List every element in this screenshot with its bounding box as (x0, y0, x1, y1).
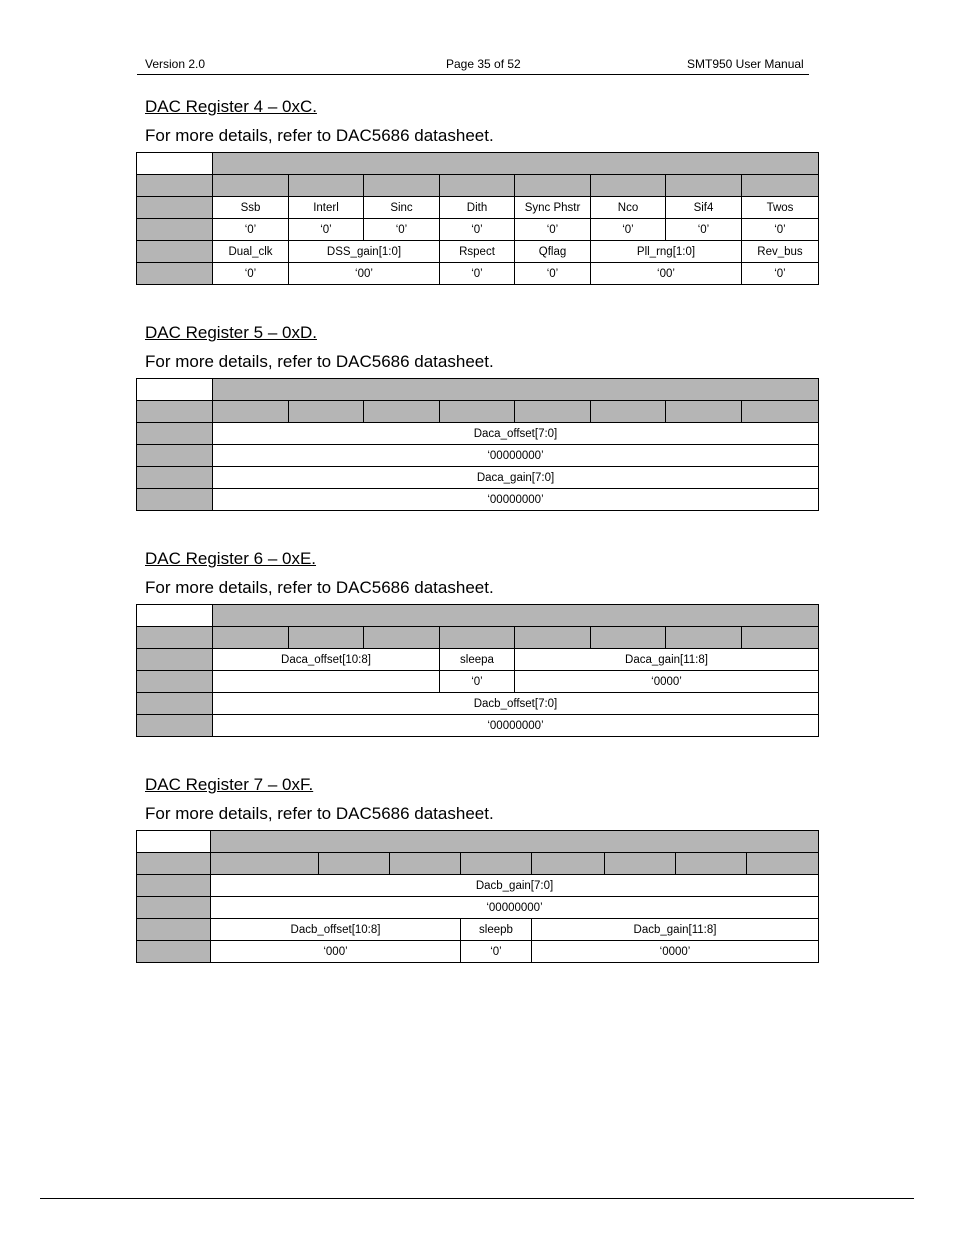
field-cell: DSS_gain[1:0] (289, 241, 440, 263)
header-page-number: Page 35 of 52 (446, 57, 521, 71)
bit-header-cell (213, 175, 289, 197)
bit-header-cell (605, 853, 676, 875)
default-value-cell (213, 671, 440, 693)
row-label-cell (137, 489, 213, 511)
row-label-cell (137, 649, 213, 671)
table-row (137, 263, 819, 285)
bit-header-cell (591, 175, 666, 197)
table-row-bit-header (137, 175, 819, 197)
bit-header-cell (440, 401, 515, 423)
bit-header-cell (289, 627, 364, 649)
row-label-cell (137, 919, 211, 941)
register-table (136, 378, 819, 511)
row-label-cell (137, 897, 211, 919)
bit-header-cell (364, 175, 440, 197)
table-row (137, 219, 819, 241)
section-title: DAC Register 7 – 0xF. (145, 775, 314, 794)
row-label-cell (137, 263, 213, 285)
section-description: For more details, refer to DAC5686 datasheet. (145, 578, 494, 597)
table-title-bar (211, 831, 819, 853)
table-row (137, 897, 819, 919)
section-description: For more details, refer to DAC5686 datasheet. (145, 804, 494, 823)
bit-header-cell (211, 853, 319, 875)
table-corner-cell (137, 831, 211, 853)
field-cell: Dith (440, 197, 515, 219)
table-corner-cell (137, 605, 213, 627)
default-value-cell: ‘0’ (515, 219, 591, 241)
field-cell: Rev_bus (742, 241, 819, 263)
field-cell: Qflag (515, 241, 591, 263)
row-label-cell (137, 175, 213, 197)
header-document-title: SMT950 User Manual (687, 57, 804, 71)
table-row-title (137, 379, 819, 401)
bit-header-cell (515, 175, 591, 197)
table-row (137, 693, 819, 715)
field-cell: Dacb_offset[7:0] (213, 693, 819, 715)
default-value-cell: ‘0’ (364, 219, 440, 241)
table-row (137, 241, 819, 263)
field-cell: Sif4 (666, 197, 742, 219)
field-cell: Daca_offset[7:0] (213, 423, 819, 445)
header-version: Version 2.0 (145, 57, 206, 71)
table-row-title (137, 605, 819, 627)
field-cell: Twos (742, 197, 819, 219)
default-value-cell: ‘0’ (666, 219, 742, 241)
field-cell: Rspect (440, 241, 515, 263)
table-row (137, 467, 819, 489)
default-value-cell: ‘00000000’ (213, 715, 819, 737)
bit-header-cell (591, 401, 666, 423)
default-value-cell: ‘0’ (440, 671, 515, 693)
default-value-cell: ‘0’ (440, 263, 515, 285)
bit-header-cell (742, 401, 819, 423)
table-row (137, 423, 819, 445)
bit-header-cell (440, 175, 515, 197)
default-value-cell: ‘0’ (213, 263, 289, 285)
field-cell: Ssb (213, 197, 289, 219)
section-description: For more details, refer to DAC5686 datasheet. (145, 352, 494, 371)
section-title: DAC Register 6 – 0xE. (145, 549, 317, 568)
bit-header-cell (742, 627, 819, 649)
table-row-title (137, 831, 819, 853)
table-corner-cell (137, 379, 213, 401)
default-value-cell: ‘0’ (742, 263, 819, 285)
field-cell: Daca_offset[10:8] (213, 649, 440, 671)
bit-header-cell (515, 401, 591, 423)
table-row-bit-header (137, 853, 819, 875)
field-cell: Dacb_gain[11:8] (532, 919, 819, 941)
default-value-cell: ‘0’ (742, 219, 819, 241)
table-row-bit-header (137, 627, 819, 649)
register-table (136, 830, 819, 963)
table-row (137, 671, 819, 693)
field-cell: Sinc (364, 197, 440, 219)
bit-header-cell (364, 627, 440, 649)
bit-header-cell (390, 853, 461, 875)
section-title: DAC Register 4 – 0xC. (145, 97, 317, 116)
table-corner-cell (137, 153, 213, 175)
default-value-cell: ‘00’ (591, 263, 742, 285)
bit-header-cell (319, 853, 390, 875)
field-cell: Dacb_offset[10:8] (211, 919, 461, 941)
default-value-cell: ‘00000000’ (213, 445, 819, 467)
field-cell: Dual_clk (213, 241, 289, 263)
table-row-title (137, 153, 819, 175)
bit-header-cell (289, 175, 364, 197)
default-value-cell: ‘0’ (461, 941, 532, 963)
table-row (137, 941, 819, 963)
bit-header-cell (676, 853, 747, 875)
table-title-bar (213, 153, 819, 175)
row-label-cell (137, 423, 213, 445)
bit-header-cell (742, 175, 819, 197)
table-title-bar (213, 605, 819, 627)
field-cell: Sync Phstr (515, 197, 591, 219)
row-label-cell (137, 241, 213, 263)
header-divider (137, 74, 809, 75)
field-cell: Pll_rng[1:0] (591, 241, 742, 263)
default-value-cell: ‘0’ (440, 219, 515, 241)
footer-divider (40, 1198, 914, 1199)
row-label-cell (137, 853, 211, 875)
row-label-cell (137, 401, 213, 423)
bit-header-cell (666, 627, 742, 649)
row-label-cell (137, 197, 213, 219)
field-cell: sleepa (440, 649, 515, 671)
bit-header-cell (515, 627, 591, 649)
default-value-cell: ‘000’ (211, 941, 461, 963)
default-value-cell: ‘00000000’ (213, 489, 819, 511)
row-label-cell (137, 467, 213, 489)
field-cell: Nco (591, 197, 666, 219)
bit-header-cell (591, 627, 666, 649)
default-value-cell: ‘0000’ (515, 671, 819, 693)
default-value-cell: ‘00’ (289, 263, 440, 285)
row-label-cell (137, 715, 213, 737)
table-row (137, 489, 819, 511)
bit-header-cell (461, 853, 532, 875)
table-row (137, 875, 819, 897)
default-value-cell: ‘0’ (213, 219, 289, 241)
default-value-cell: ‘0’ (591, 219, 666, 241)
bit-header-cell (213, 627, 289, 649)
default-value-cell: ‘00000000’ (211, 897, 819, 919)
bit-header-cell (289, 401, 364, 423)
bit-header-cell (213, 401, 289, 423)
table-row (137, 445, 819, 467)
default-value-cell: ‘0000’ (532, 941, 819, 963)
row-label-cell (137, 627, 213, 649)
row-label-cell (137, 219, 213, 241)
field-cell: Interl (289, 197, 364, 219)
bit-header-cell (666, 401, 742, 423)
field-cell: Daca_gain[11:8] (515, 649, 819, 671)
bit-header-cell (532, 853, 605, 875)
field-cell: Dacb_gain[7:0] (211, 875, 819, 897)
bit-header-cell (440, 627, 515, 649)
table-row (137, 197, 819, 219)
table-row (137, 715, 819, 737)
default-value-cell: ‘0’ (289, 219, 364, 241)
row-label-cell (137, 875, 211, 897)
section-title: DAC Register 5 – 0xD. (145, 323, 317, 342)
register-table (136, 604, 819, 737)
row-label-cell (137, 941, 211, 963)
bit-header-cell (364, 401, 440, 423)
table-row (137, 649, 819, 671)
register-table (136, 152, 819, 285)
default-value-cell: ‘0’ (515, 263, 591, 285)
table-row (137, 919, 819, 941)
table-title-bar (213, 379, 819, 401)
field-cell: sleepb (461, 919, 532, 941)
section-description: For more details, refer to DAC5686 datasheet. (145, 126, 494, 145)
bit-header-cell (747, 853, 819, 875)
row-label-cell (137, 445, 213, 467)
table-row-bit-header (137, 401, 819, 423)
row-label-cell (137, 671, 213, 693)
row-label-cell (137, 693, 213, 715)
bit-header-cell (666, 175, 742, 197)
field-cell: Daca_gain[7:0] (213, 467, 819, 489)
